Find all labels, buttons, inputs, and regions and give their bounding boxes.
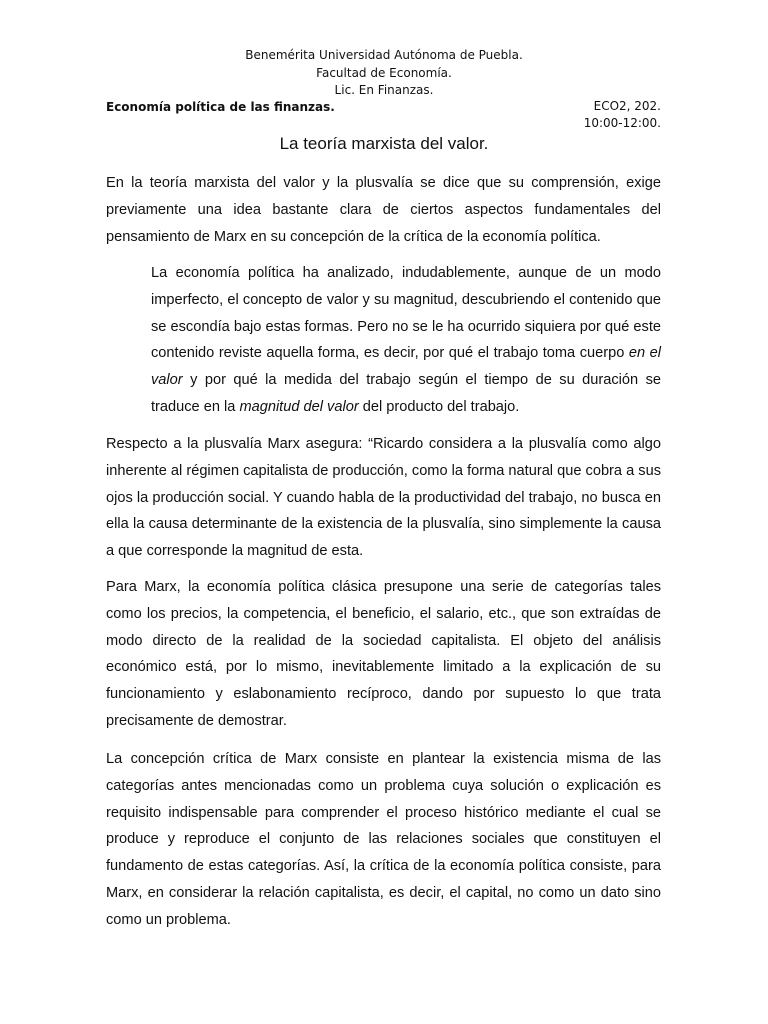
paragraph-economia-clasica: Para Marx, la economía política clásica presupone una serie de categorías tales como los precios, la competencia, el beneficio, el salario, etc., que son extraídas de modo directo de la realidad de la sociedad capitalista. El objeto del análisis económico está, por lo mismo, inevitablemente limitado a la explicación de su funcionamiento y eslabonamiento recíproco, dando por supuesto lo que trata precisamente de demostrar. xyxy=(106,579,661,729)
course-name: Economía política de las finanzas. xyxy=(106,100,335,114)
course-info xyxy=(584,98,661,132)
program-name: Lic. En Finanzas. xyxy=(334,83,434,97)
class-schedule: 10:00-12:00. xyxy=(583,116,661,130)
block-quote xyxy=(151,260,661,421)
quote-text-1: La economía política ha analizado, indudablemente, aunque de un modo imperfecto, el concepto de valor y su magnitud, descubriendo el contenido que se escondía bajo estas formas. Pero no se le ha ocurrido siquiera por qué este contenido reviste aquella forma, es decir, por qué el trabajo toma cuerpo xyxy=(151,265,661,362)
paragraph-intro: En la teoría marxista del valor y la plusvalía se dice que su comprensión, exige previamente una idea bastante clara de ciertos aspectos fundamentales del pensamiento de Marx en su concepción de la crítica de la economía política. xyxy=(106,175,661,245)
quote-emphasis-1: en el valor xyxy=(151,345,661,389)
paragraph-concepcion-critica: La concepción crítica de Marx consiste en plantear la existencia misma de las categorías antes mencionadas como un problema cuya solución o explicación es requisito indispensable para comprender el proceso histórico mediante el cual se produce y reproduce el conjunto de las relaciones sociales que constituyen el fundamento de estas categorías. Así, la crítica de la economía política consiste, para Marx, en considerar la relación capitalista, es decir, el capital, no como un dato sino como un problema. xyxy=(106,751,661,928)
group-code: ECO2, 202. xyxy=(593,99,661,113)
faculty-name: Facultad de Economía. xyxy=(316,66,452,80)
university-name: Benemérita Universidad Autónoma de Puebla. xyxy=(245,48,523,62)
document-title: La teoría marxista del valor. xyxy=(279,134,489,153)
quote-emphasis-2: magnitud del valor xyxy=(239,398,359,415)
paragraph-plusvalia: Respecto a la plusvalía Marx asegura: “Ricardo considera a la plusvalía como algo inherente al régimen capitalista de producción, como la forma natural que cobra a sus ojos la producción social. Y cuando habla de la productividad del trabajo, no busca en ella la causa determinante de la existencia de la plusvalía, sino simplemente la causa a que corresponde la magnitud de esta. xyxy=(106,436,661,560)
quote-text-3: del producto del trabajo. xyxy=(358,398,520,415)
quote-text-2: y por qué la medida del trabajo según el tiempo de su duración se traduce en la xyxy=(151,372,661,415)
